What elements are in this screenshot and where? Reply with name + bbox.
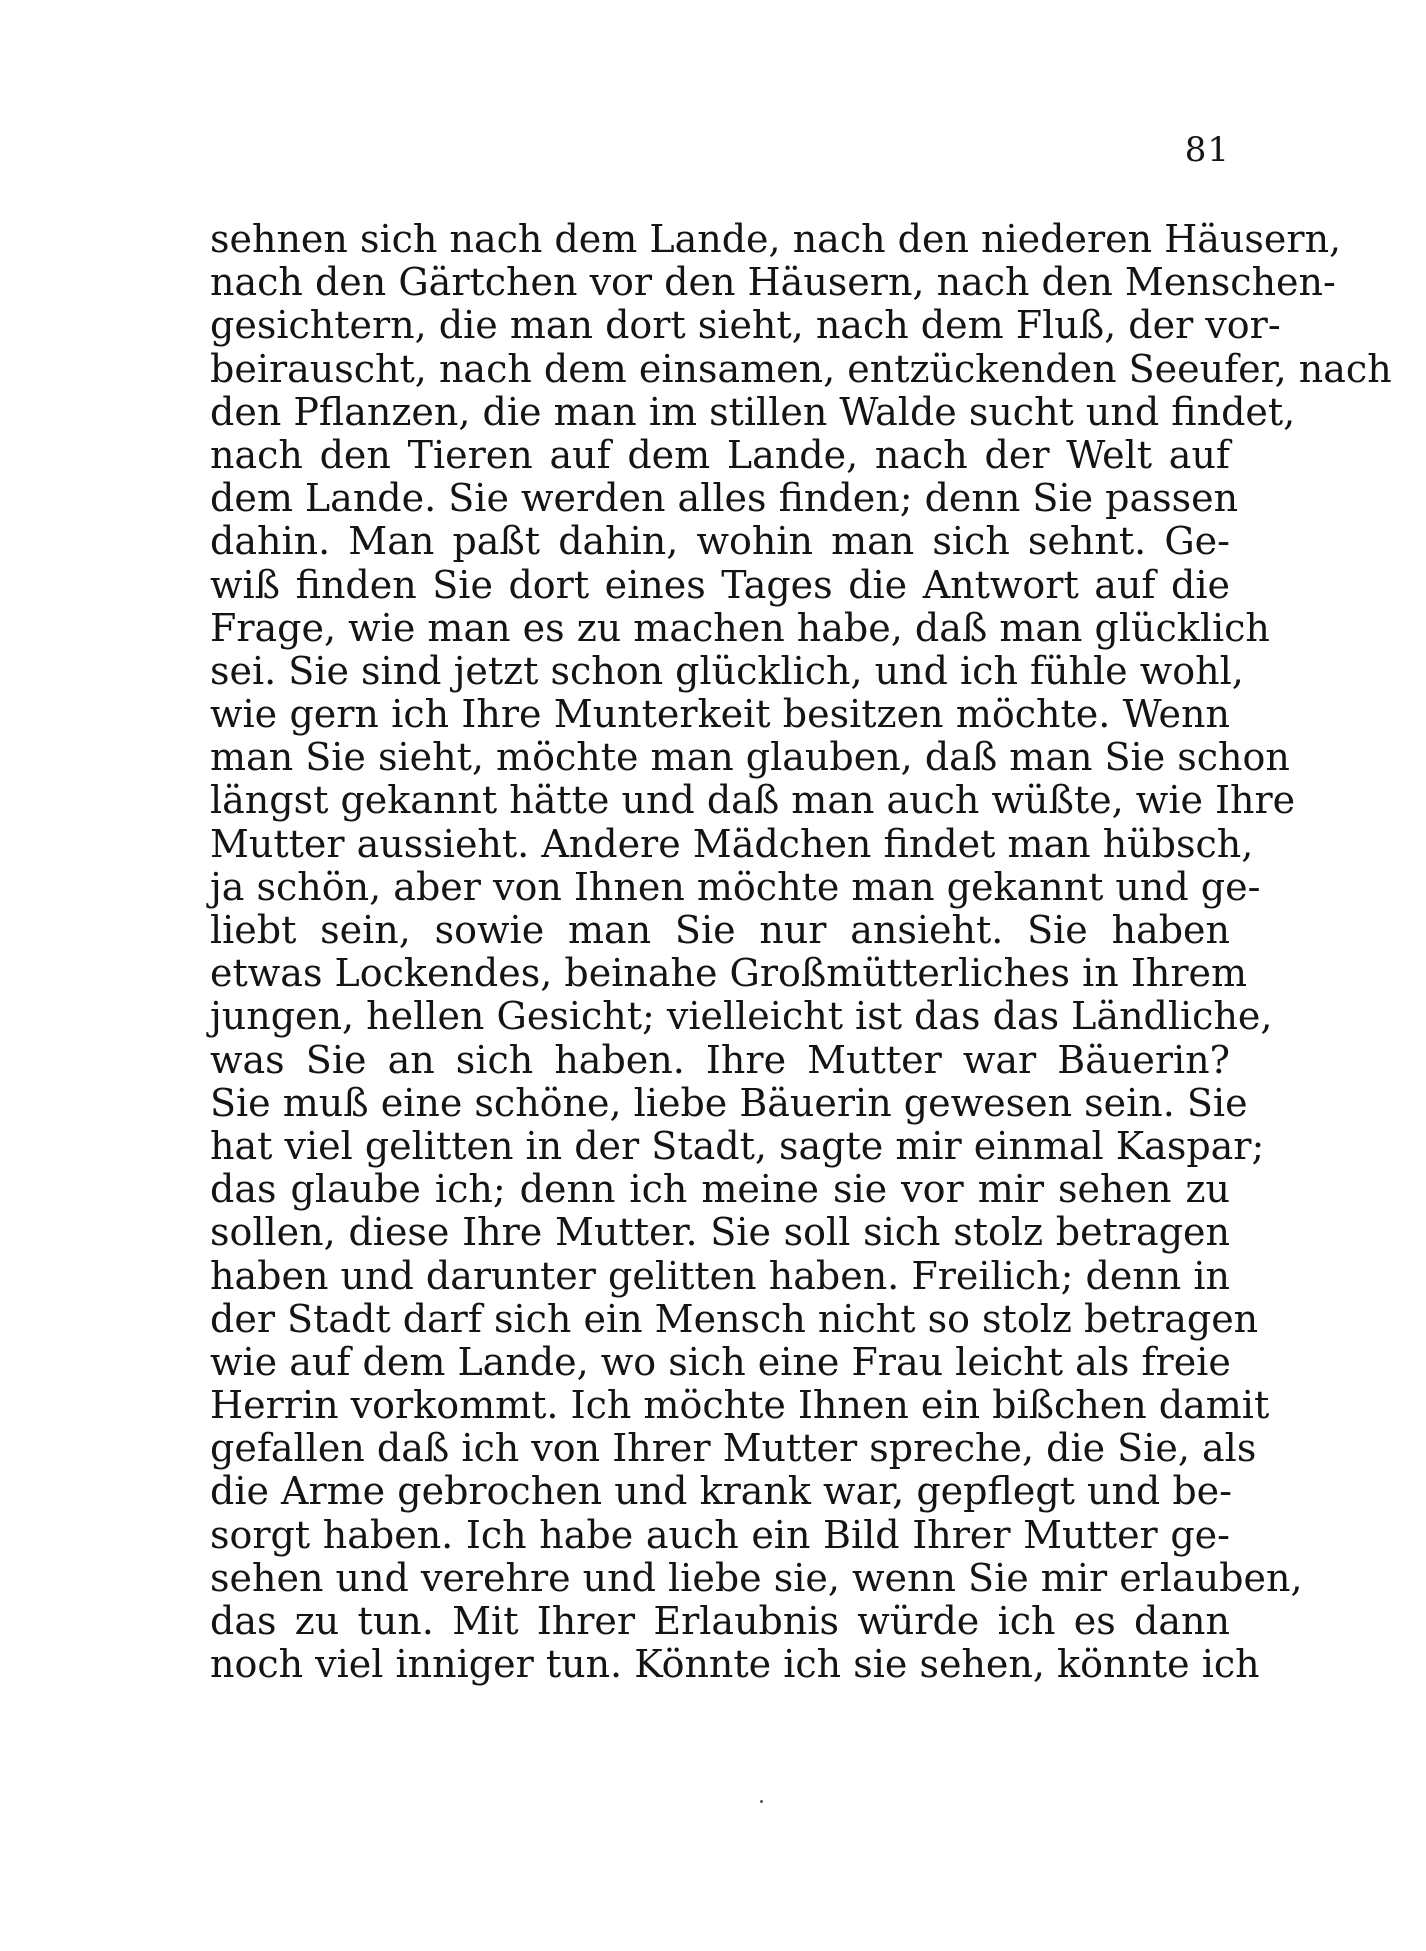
- text-line: sorgt haben. Ich habe auch ein Bild Ihrer Mutter ge-: [210, 1512, 1230, 1557]
- text-line: gesichtern, die man dort sieht, nach dem Fluß, der vor-: [210, 303, 1281, 348]
- text-line: dahin. Man paßt dahin, wohin man sich sehnt. Ge-: [210, 519, 1230, 564]
- text-line: was Sie an sich haben. Ihre Mutter war Bäuerin?: [210, 1037, 1230, 1082]
- text-line: hat viel gelitten in der Stadt, sagte mir einmal Kaspar;: [210, 1123, 1265, 1168]
- text-line: Frage, wie man es zu machen habe, daß man glücklich: [210, 605, 1270, 650]
- text-line: die Arme gebrochen und krank war, gepflegt und be-: [210, 1469, 1232, 1514]
- page-number: 81: [1184, 130, 1230, 170]
- text-line: Mutter aussieht. Andere Mädchen findet man hübsch,: [210, 821, 1254, 866]
- text-line: sei. Sie sind jetzt schon glücklich, und ich fühle wohl,: [210, 648, 1244, 693]
- text-line: sehnen sich nach dem Lande, nach den niederen Häusern,: [210, 217, 1342, 261]
- text-line: noch viel inniger tun. Könnte ich sie sehen, könnte ich: [210, 1642, 1260, 1687]
- text-line: sollen, diese Ihre Mutter. Sie soll sich stolz betragen: [210, 1210, 1230, 1255]
- text-line: wie gern ich Ihre Munterkeit besitzen möchte. Wenn: [210, 692, 1230, 737]
- text-line: man Sie sieht, möchte man glauben, daß man Sie schon: [210, 735, 1290, 780]
- body-text: [210, 217, 1392, 1687]
- text-line: liebt sein, sowie man Sie nur ansieht. Sie haben: [210, 908, 1230, 952]
- text-line: längst gekannt hätte und daß man auch wüßte, wie Ihre: [210, 778, 1296, 823]
- text-line: nach den Tieren auf dem Lande, nach der Welt auf: [210, 432, 1230, 477]
- text-line: haben und darunter gelitten haben. Freilich; denn in: [210, 1253, 1230, 1298]
- text-line: etwas Lockendes, beinahe Großmütterliches in Ihrem: [210, 951, 1248, 996]
- text-line: sehen und verehre und liebe sie, wenn Sie mir erlauben,: [210, 1555, 1303, 1600]
- text-line: beirauscht, nach dem einsamen, entzückenden Seeufer, nach: [210, 346, 1392, 391]
- text-line: Herrin vorkommt. Ich möchte Ihnen ein bißchen damit: [210, 1383, 1270, 1428]
- text-line: das glaube ich; denn ich meine sie vor mir sehen zu: [210, 1167, 1230, 1212]
- text-line: den Pflanzen, die man im stillen Walde sucht und findet,: [210, 389, 1296, 434]
- text-line: gefallen daß ich von Ihrer Mutter spreche, die Sie, als: [210, 1426, 1257, 1471]
- text-line: dem Lande. Sie werden alles finden; denn Sie passen: [210, 476, 1239, 521]
- text-line: der Stadt darf sich ein Mensch nicht so stolz betragen: [210, 1296, 1259, 1341]
- print-speck: [760, 1800, 763, 1803]
- text-line: ja schön, aber von Ihnen möchte man gekannt und ge-: [210, 864, 1261, 909]
- text-line: jungen, hellen Gesicht; vielleicht ist das das Ländliche,: [210, 994, 1273, 1039]
- text-line: nach den Gärtchen vor den Häusern, nach den Menschen-: [210, 260, 1336, 305]
- text-line: wie auf dem Lande, wo sich eine Frau leicht als freie: [210, 1339, 1231, 1384]
- text-line: Sie muß eine schöne, liebe Bäuerin gewesen sein. Sie: [210, 1080, 1248, 1125]
- text-line: wiß finden Sie dort eines Tages die Antwort auf die: [210, 562, 1230, 607]
- text-line: das zu tun. Mit Ihrer Erlaubnis würde ich es dann: [210, 1599, 1230, 1643]
